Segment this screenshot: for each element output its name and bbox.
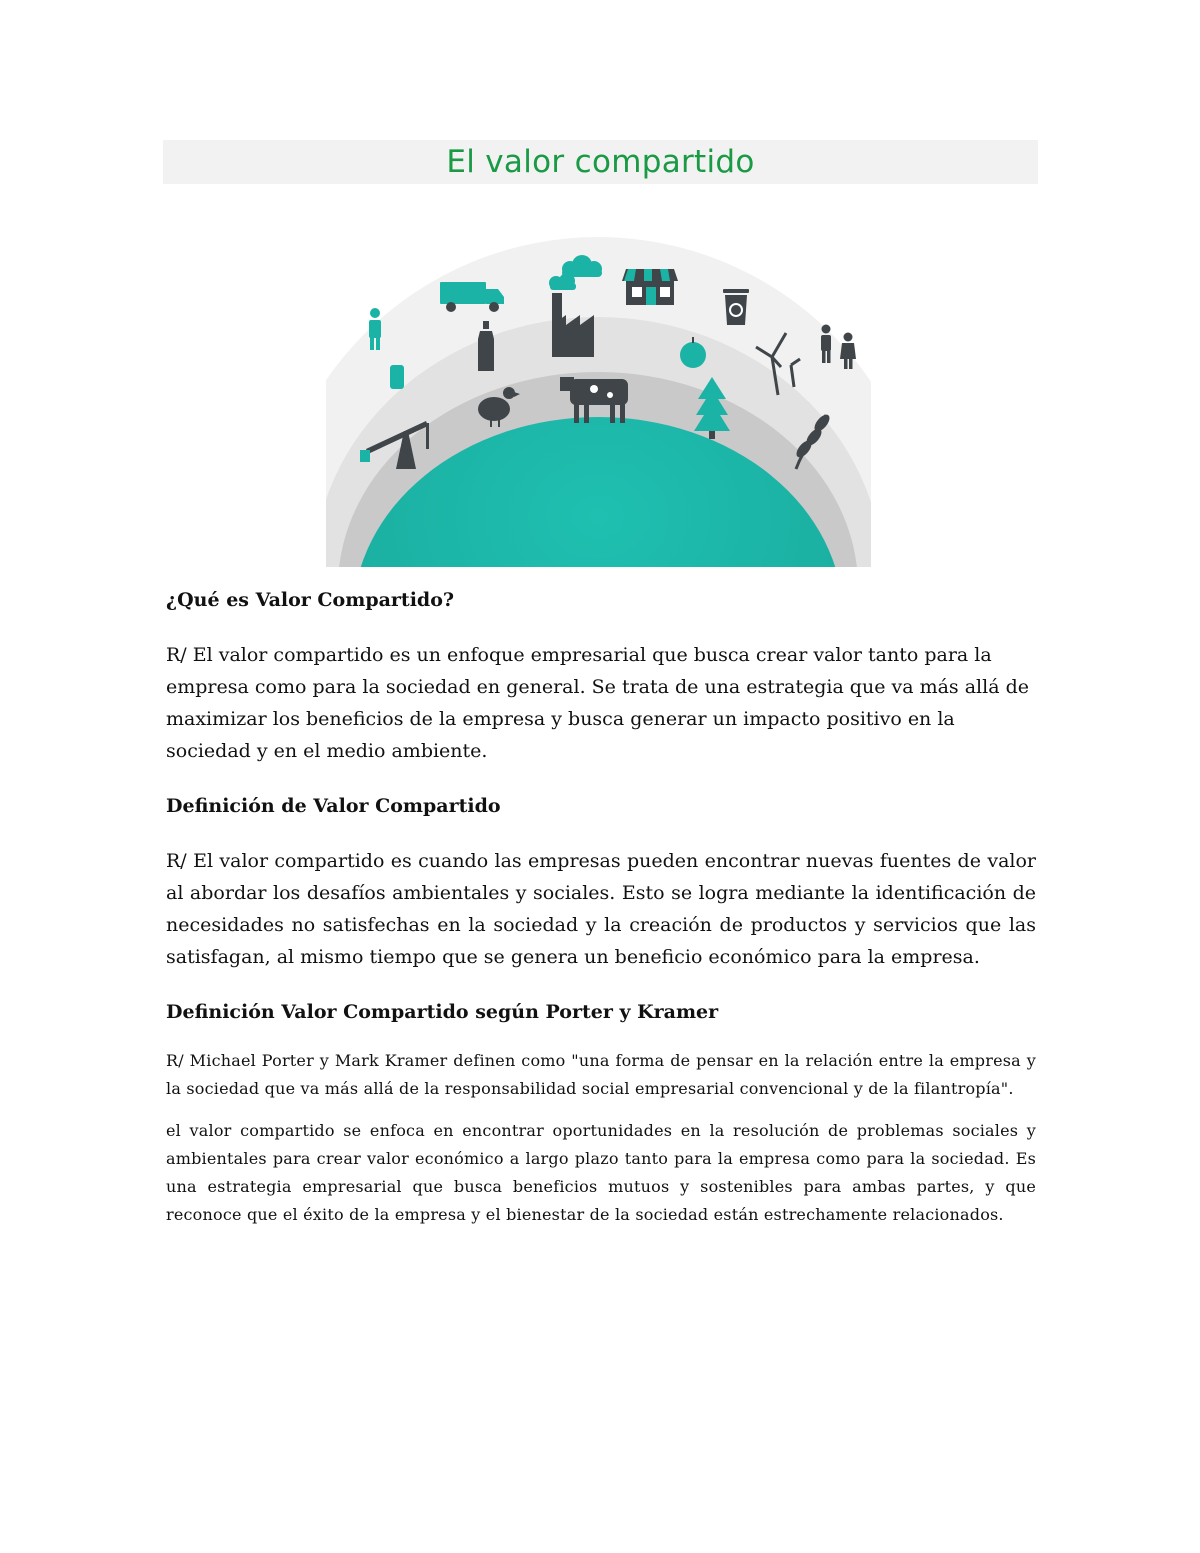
store-icon (622, 269, 678, 305)
section-paragraph: el valor compartido se enfoca en encontrar oportunidades en la resolución de problemas sociales y ambientales para crear valor económico a largo plazo tanto para la empresa como para la sociedad. Es una estrategia empresarial que busca beneficios mutuos y sostenibles para ambas partes, y que reconoce que el éxito de la empresa y el bienestar de la sociedad están estrechamente relacionados. (166, 1121, 1036, 1224)
section-heading: ¿Qué es Valor Compartido? (166, 589, 455, 611)
document-title: El valor compartido (446, 144, 755, 180)
can-icon (390, 365, 404, 389)
title-band (163, 140, 1038, 184)
section-paragraph: R/ Michael Porter y Mark Kramer definen como "una forma de pensar en la relación entre la empresa y la sociedad que va más allá de la responsabilidad social empresarial convencional y de la filantropía". (166, 1051, 1036, 1098)
section-paragraph: R/ El valor compartido es un enfoque empresarial que busca crear valor tanto para la empresa como para la sociedad en general. Se trata de una estrategia que va más allá de maximizar los beneficios de la empresa y busca generar un impacto positivo en la sociedad y en el medio ambiente. (166, 644, 1029, 762)
document-body (166, 585, 1036, 1229)
section-heading: Definición Valor Compartido según Porter y Kramer (166, 1001, 719, 1023)
section-heading: Definición de Valor Compartido (166, 795, 501, 817)
hero-illustration (326, 237, 871, 567)
section-paragraph: R/ El valor compartido es cuando las empresas pueden encontrar nuevas fuentes de valor al abordar los desafíos ambientales y sociales. Esto se logra mediante la identificación de necesidades no satisfechas en la sociedad y la creación de productos y servicios que las satisfagan, al mismo tiempo que se genera un beneficio económico para la empresa. (166, 850, 1036, 968)
